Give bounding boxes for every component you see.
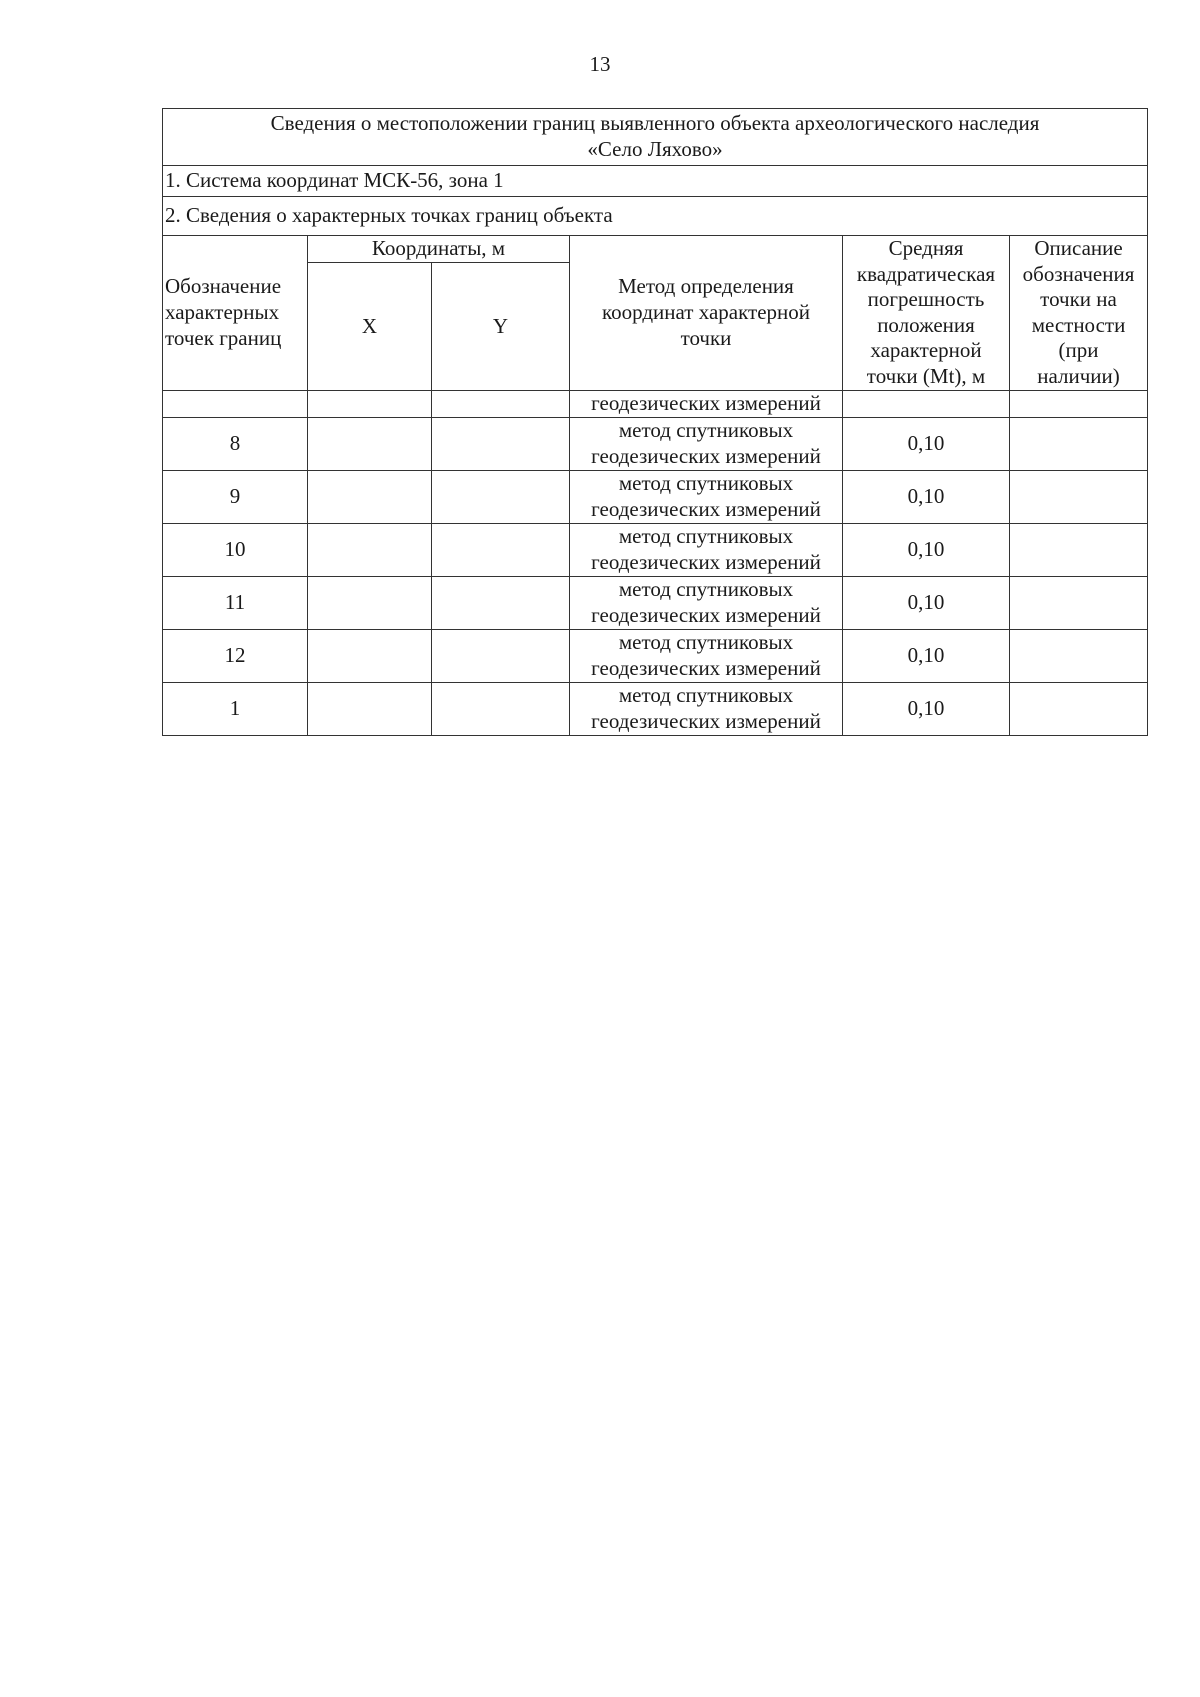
header-text: точки (Mt), м — [866, 364, 986, 389]
method-line-1: метод спутниковых — [618, 418, 794, 443]
method-line-1: метод спутниковых — [618, 630, 794, 655]
cell-method — [570, 682, 843, 735]
table-row — [163, 629, 1148, 682]
points-heading-row — [163, 197, 1148, 236]
method-line-1: метод спутниковых — [618, 683, 794, 708]
coord-system: 1. Система координат МСК-56, зона 1 — [163, 166, 1148, 197]
header-text: (при — [1058, 338, 1099, 363]
header-text: Обозначение — [165, 274, 282, 299]
title-line-1: Сведения о местоположении границ выявленного объекта археологического наследия — [270, 111, 1040, 136]
method-line-2: геодезических измерений — [591, 655, 821, 680]
cell-y — [432, 629, 570, 682]
table-row — [163, 417, 1148, 470]
header-text: наличии) — [1037, 364, 1120, 389]
table-row — [163, 523, 1148, 576]
cell-point: 12 — [163, 629, 308, 682]
cell-method — [570, 417, 843, 470]
cell-empty — [1010, 390, 1148, 417]
cell-description — [1010, 470, 1148, 523]
title-line-2: «Село Ляхово» — [587, 137, 723, 161]
cell-method — [570, 576, 843, 629]
page-number: 13 — [589, 52, 611, 76]
header-text: характерной — [870, 338, 982, 363]
table-title-row — [163, 109, 1148, 166]
method-line-1: метод спутниковых — [618, 577, 794, 602]
table-row — [163, 682, 1148, 735]
cell-x — [308, 470, 432, 523]
points-heading: 2. Сведения о характерных точках границ объекта — [163, 197, 1148, 236]
cell-point: 9 — [163, 470, 308, 523]
header-text: Метод определения — [618, 274, 794, 299]
cell-description — [1010, 682, 1148, 735]
cell-description — [1010, 629, 1148, 682]
header-row-1 — [163, 236, 1148, 263]
method-line-2: геодезических измерений — [591, 496, 821, 521]
cell-accuracy: 0,10 — [843, 417, 1010, 470]
header-y: Y — [432, 263, 570, 391]
header-method — [570, 236, 843, 391]
cell-x — [308, 682, 432, 735]
cell-accuracy: 0,10 — [843, 470, 1010, 523]
table-row — [163, 576, 1148, 629]
header-coordinates: Координаты, м — [308, 236, 570, 263]
cell-x — [308, 576, 432, 629]
cell-y — [432, 576, 570, 629]
header-text: точек границ — [165, 325, 282, 350]
cell-point: 1 — [163, 682, 308, 735]
cell-empty — [843, 390, 1010, 417]
cell-y — [432, 417, 570, 470]
cell-y — [432, 682, 570, 735]
cell-point: 10 — [163, 523, 308, 576]
cell-empty — [308, 390, 432, 417]
continuation-row — [163, 390, 1148, 417]
boundary-points-table — [162, 108, 1148, 736]
header-text: Средняя — [888, 236, 964, 260]
method-line-2: геодезических измерений — [591, 549, 821, 574]
table-row — [163, 470, 1148, 523]
cell-method — [570, 629, 843, 682]
cell-empty — [163, 390, 308, 417]
header-text: координат характерной — [602, 300, 810, 325]
cell-point: 8 — [163, 417, 308, 470]
header-text: обозначения — [1022, 261, 1135, 286]
cell-accuracy: 0,10 — [843, 629, 1010, 682]
cell-point: 11 — [163, 576, 308, 629]
header-description — [1010, 236, 1148, 391]
method-line-2: геодезических измерений — [591, 708, 821, 733]
cell-method — [570, 523, 843, 576]
header-accuracy — [843, 236, 1010, 391]
cell-empty — [432, 390, 570, 417]
header-text: положения — [877, 312, 975, 337]
method-line-1: метод спутниковых — [618, 524, 794, 549]
cell-accuracy: 0,10 — [843, 576, 1010, 629]
header-text: местности — [1031, 312, 1126, 337]
header-text: точки — [680, 325, 732, 350]
cell-x — [308, 417, 432, 470]
cell-accuracy: 0,10 — [843, 682, 1010, 735]
header-text: характерных — [165, 300, 280, 325]
cell-method — [570, 470, 843, 523]
continuation-method: геодезических измерений — [570, 390, 843, 417]
cell-description — [1010, 523, 1148, 576]
table-title — [163, 109, 1148, 166]
header-text: погрешность — [867, 287, 985, 312]
cell-description — [1010, 576, 1148, 629]
coord-system-row — [163, 166, 1148, 197]
cell-x — [308, 629, 432, 682]
method-line-1: метод спутниковых — [618, 471, 794, 496]
header-text: квадратическая — [856, 261, 996, 286]
cell-y — [432, 470, 570, 523]
cell-x — [308, 523, 432, 576]
cell-description — [1010, 417, 1148, 470]
method-line-2: геодезических измерений — [591, 602, 821, 627]
header-text: точки на — [1040, 287, 1117, 312]
cell-y — [432, 523, 570, 576]
header-text: Описание — [1034, 236, 1123, 260]
method-line-2: геодезических измерений — [591, 443, 821, 468]
cell-accuracy: 0,10 — [843, 523, 1010, 576]
header-point-designation — [163, 236, 308, 391]
header-x: X — [308, 263, 432, 391]
